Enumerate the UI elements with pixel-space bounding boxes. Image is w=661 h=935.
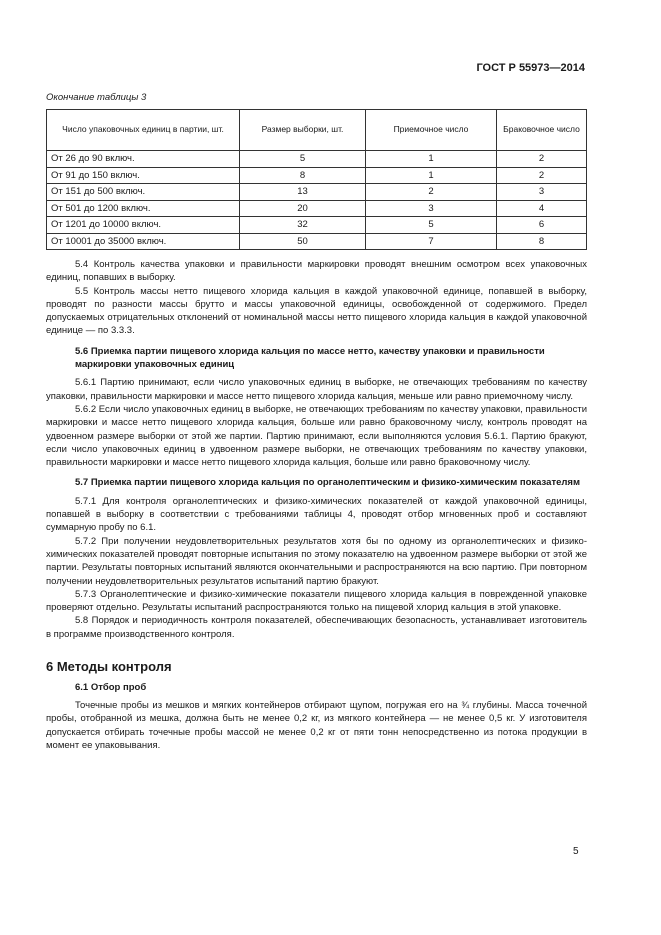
heading-5-6: 5.6 Приемка партии пищевого хлорида кальция по массе нетто, качеству упаковки и правильности маркировки упаковочных единиц: [75, 345, 545, 371]
standard-code: ГОСТ Р 55973—2014: [476, 62, 585, 74]
paragraph-5-6-1: 5.6.1 Партию принимают, если число упаковочных единиц в выборке, не отвечающих требованиям по качеству упаковки, правильности маркировки и массе нетто пищевого хлорида кальция, меньше или равно приемочному числу.: [46, 377, 587, 402]
table-row: [47, 151, 587, 168]
cell-lot-size: От 1201 до 10000 включ.: [47, 217, 240, 234]
paragraph-6-1: Точечные пробы из мешков и мягких контейнеров отбирают щупом, погружая его на ¾ глубины. Масса точечной пробы, отобранной из мешка, должна быть не менее 0,2 кг, из мягкого контейнера — не менее 0,5 кг. У изготовителя допускается отбирать точечные пробы массой не менее 0,2 кг от пяти тонн непосредственно из потока продукции в момент ее упаковывания.: [46, 700, 587, 751]
table-row: [47, 233, 587, 250]
table-caption: Окончание таблицы 3: [46, 92, 147, 103]
paragraph-5-8: 5.8 Порядок и периодичность контроля показателей, обеспечивающих безопасность, устанавливает изготовитель в программе производственного контроля.: [46, 615, 587, 640]
cell-rejection-number: 3: [497, 184, 587, 201]
cell-sample-size: 5: [240, 151, 366, 168]
cell-sample-size: 13: [240, 184, 366, 201]
heading-5-7: 5.7 Приемка партии пищевого хлорида кальция по органолептическим и физико-химическим показателям: [75, 477, 580, 489]
section-heading-6: 6 Методы контроля: [46, 659, 172, 675]
heading-6-1: 6.1 Отбор проб: [75, 682, 147, 694]
cell-acceptance-number: 5: [366, 217, 497, 234]
sampling-table: [46, 109, 587, 250]
cell-rejection-number: 2: [497, 167, 587, 184]
paragraph-5-4: 5.4 Контроль качества упаковки и правильности маркировки проводят внешним осмотром всех упаковочных единиц, попавших в выборку.: [46, 259, 587, 284]
cell-acceptance-number: 1: [366, 151, 497, 168]
table-row: [47, 184, 587, 201]
cell-lot-size: От 91 до 150 включ.: [47, 167, 240, 184]
cell-rejection-number: 8: [497, 233, 587, 250]
col-header-rejection-number: Браковочное число: [497, 110, 587, 151]
table-row: [47, 217, 587, 234]
paragraph-5-6-2: 5.6.2 Если число упаковочных единиц в выборке, не отвечающих требованиям по качеству упаковки, правильности маркировки и массе нетто пищевого хлорида кальция, больше или равно браковочному числу, контроль проводят на удвоенном размере выборки от этой же партии. Партию принимают, если выполняются условия 5.6.1. Партию бракуют, если число упаковочных единиц в удвоенном размере выборки, не отвечающих требованиям по качеству упаковки, правильности маркировки и массе нетто пищевого хлорида кальция, больше или равно браковочному числу.: [46, 403, 587, 469]
cell-acceptance-number: 1: [366, 167, 497, 184]
table-header-row: [47, 110, 587, 151]
paragraph-5-7-3: 5.7.3 Органолептические и физико-химические показатели пищевого хлорида кальция в поврежденной упаковке проверяют отдельно. Результаты испытаний распространяются только на пищевой хлорид кальция в этой упаковке.: [46, 588, 587, 614]
paragraph-5-5: 5.5 Контроль массы нетто пищевого хлорида кальция в каждой упаковочной единице, попавшей в выборку, проводят по разности массы брутто и массы упаковочной единицы, освобожденной от содержимого. Предел допускаемых отрицательных отклонений от номинальной массы нетто пищевого хлорида кальция в каждой упаковочной единице — по 3.3.3.: [46, 285, 587, 337]
col-header-sample-size: Размер выборки, шт.: [240, 110, 366, 151]
paragraph-5-7-1: 5.7.1 Для контроля органолептических и физико-химических показателей от каждой упаковочной единицы, попавшей в выборку в соответствии с требованиями таблицы 4, проводят отбор мгновенных проб и составляют суммарную пробу по 6.1.: [46, 495, 587, 534]
cell-rejection-number: 6: [497, 217, 587, 234]
cell-acceptance-number: 2: [366, 184, 497, 201]
page-number: 5: [573, 846, 579, 857]
cell-rejection-number: 2: [497, 151, 587, 168]
cell-sample-size: 8: [240, 167, 366, 184]
cell-sample-size: 20: [240, 200, 366, 217]
table-row: [47, 200, 587, 217]
col-header-acceptance-number: Приемочное число: [366, 110, 497, 151]
col-header-lot-size: Число упаковочных единиц в партии, шт.: [47, 110, 240, 151]
cell-acceptance-number: 7: [366, 233, 497, 250]
paragraph-5-7-2: 5.7.2 При получении неудовлетворительных результатов хотя бы по одному из органолептических и физико-химических показателей проводят повторные испытания по этому показателю на удвоенном размере выборки от этой же партии. Результаты повторных испытаний являются окончательными и распространяются на всю партию. При повторном получении неудовлетворительных результатов испытаний партию бракуют.: [46, 535, 587, 587]
cell-sample-size: 50: [240, 233, 366, 250]
cell-lot-size: От 151 до 500 включ.: [47, 184, 240, 201]
table-row: [47, 167, 587, 184]
cell-rejection-number: 4: [497, 200, 587, 217]
cell-sample-size: 32: [240, 217, 366, 234]
page-body: [46, 92, 587, 752]
cell-lot-size: От 10001 до 35000 включ.: [47, 233, 240, 250]
cell-lot-size: От 501 до 1200 включ.: [47, 200, 240, 217]
cell-acceptance-number: 3: [366, 200, 497, 217]
cell-lot-size: От 26 до 90 включ.: [47, 151, 240, 168]
